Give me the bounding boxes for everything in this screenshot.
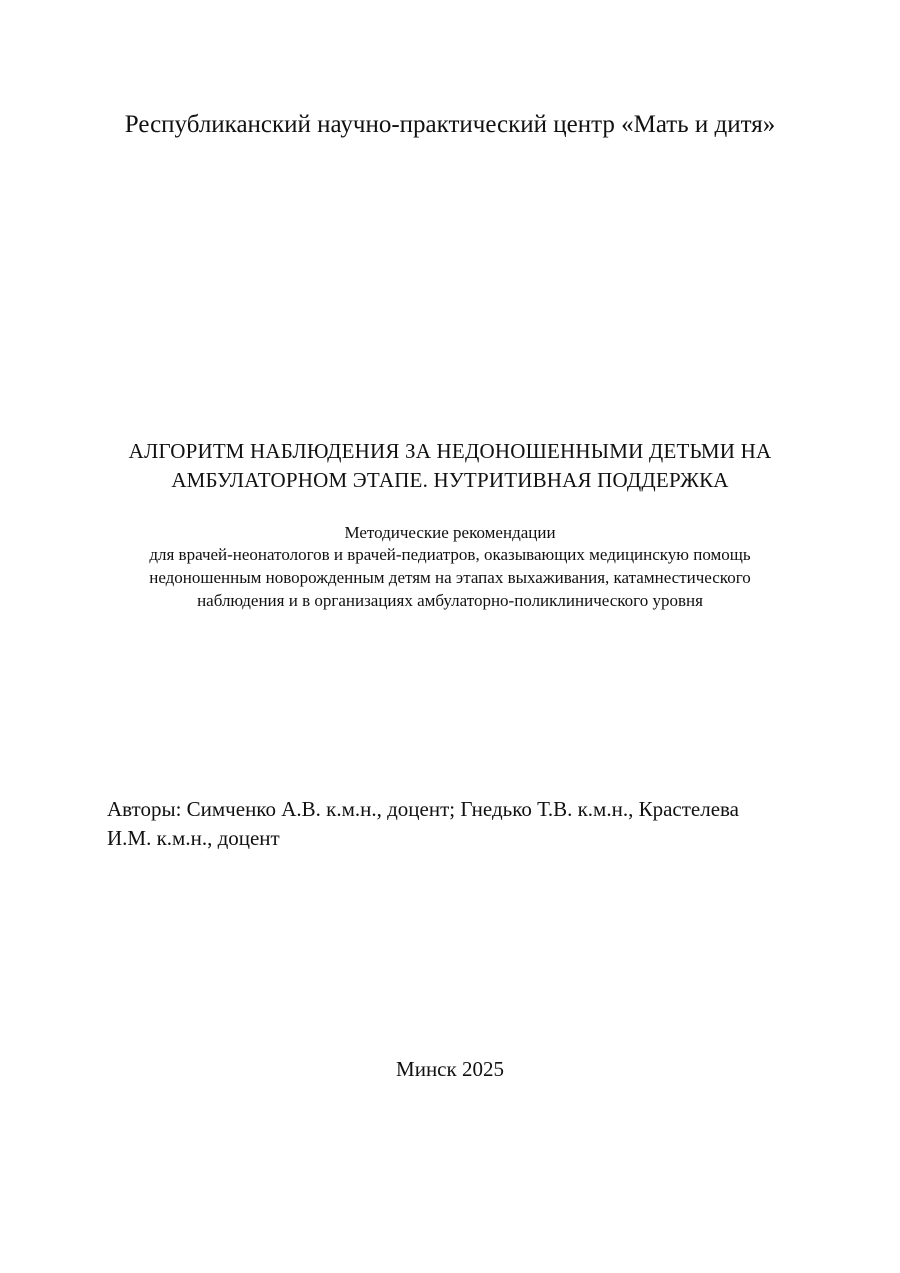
- title-line-2: АМБУЛАТОРНОМ ЭТАПЕ. НУТРИТИВНАЯ ПОДДЕРЖКА: [171, 468, 729, 492]
- city-and-year: Минск 2025: [396, 1057, 504, 1081]
- authors: [107, 795, 807, 853]
- authors-line-1: Авторы: Симченко А.В. к.м.н., доцент; Гнедько Т.В. к.м.н., Крастелева: [107, 797, 739, 821]
- organization-name: Республиканский научно-практический центр «Мать и дитя»: [124, 111, 776, 138]
- document-title: [100, 437, 800, 495]
- authors-line-2: И.М. к.м.н., доцент: [107, 826, 280, 850]
- target-audience: [100, 543, 800, 612]
- description-line-3: наблюдения и в организациях амбулаторно-поликлинического уровня: [197, 591, 703, 610]
- document-type: Методические рекомендации: [344, 523, 556, 542]
- description-line-1: для врачей-неонатологов и врачей-педиатров, оказывающих медицинскую помощь: [149, 545, 751, 564]
- description-line-2: недоношенным новорожденным детям на этапах выхаживания, катамнестического: [149, 568, 751, 587]
- title-line-1: АЛГОРИТМ НАБЛЮДЕНИЯ ЗА НЕДОНОШЕННЫМИ ДЕТЬМИ НА: [128, 439, 772, 463]
